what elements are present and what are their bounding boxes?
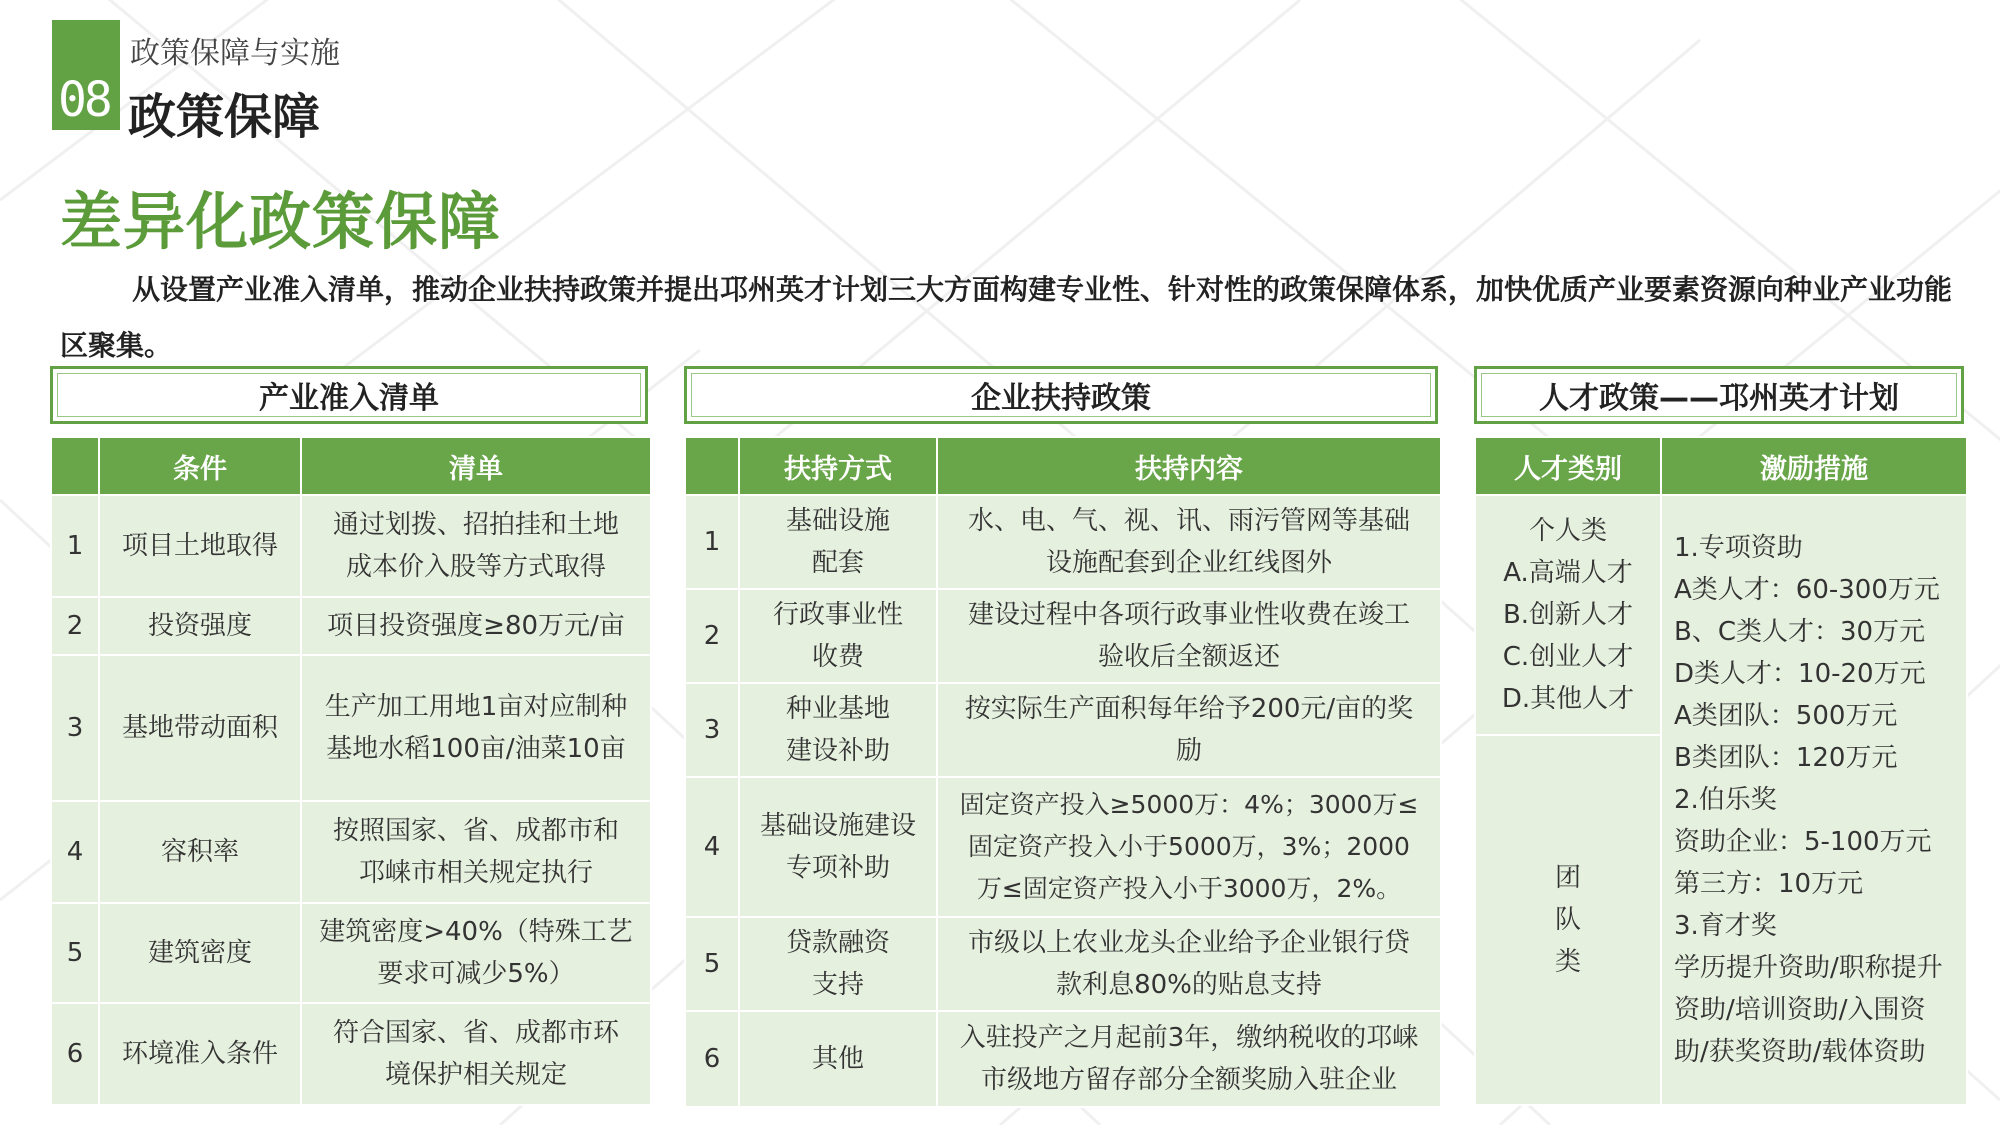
- content-cell: [937, 917, 1441, 1011]
- header-cell-method: 扶持方式: [739, 437, 937, 495]
- row-number: 6: [51, 1003, 99, 1105]
- section-number: 08: [58, 72, 110, 128]
- incentive-line: B类团队：120万元: [1674, 743, 1898, 773]
- table-row: [685, 683, 1441, 777]
- incentive-cell: [1661, 495, 1967, 1105]
- support-table: [684, 436, 1442, 1108]
- table-row: [51, 597, 651, 655]
- list-cell: [301, 597, 651, 655]
- condition-cell: 项目土地取得: [99, 495, 301, 597]
- content-line: 建设过程中各项行政事业性收费在竣工: [967, 600, 1410, 630]
- content-line: 励: [1175, 736, 1202, 766]
- method-line: 基础设施: [785, 506, 890, 536]
- page-title: 政策保障: [128, 89, 321, 145]
- incentive-line: 1.专项资助: [1674, 533, 1803, 563]
- category-line: D.其他人才: [1501, 684, 1635, 714]
- method-cell: [739, 683, 937, 777]
- list-line: 成本价入股等方式取得: [345, 552, 606, 582]
- method-line: 种业基地: [785, 694, 890, 724]
- method-line: 建设补助: [785, 736, 890, 766]
- incentive-line: D类人才：10-20万元: [1674, 659, 1926, 689]
- team-category-cell: [1475, 735, 1661, 1105]
- team-char: 团: [1554, 863, 1581, 893]
- condition-cell: 容积率: [99, 801, 301, 903]
- intro-paragraph: 从设置产业准入清单，推动企业扶持政策并提出邛州英才计划三大方面构建专业性、针对性的政策保障体系，加快优质产业要素资源向种业产业功能区聚集。: [60, 273, 1953, 362]
- table-row: [685, 589, 1441, 683]
- table-row: [685, 1011, 1441, 1107]
- content-line: 市级地方留存部分全额奖励入驻企业: [980, 1065, 1397, 1095]
- method-line: 其他: [811, 1044, 864, 1074]
- list-line: 项目投资强度≥80万元/亩: [327, 611, 625, 641]
- list-line: 邛崃市相关规定执行: [358, 858, 593, 888]
- content-line: 固定资产投入≥5000万：4%；3000万≤: [959, 790, 1419, 819]
- header-cell-incentive: 激励措施: [1661, 437, 1967, 495]
- incentive-line: 3.育才奖: [1674, 911, 1777, 941]
- list-line: 生产加工用地1亩对应制种: [324, 692, 628, 722]
- table-row: [51, 655, 651, 801]
- table-header-row: [685, 437, 1441, 495]
- table-row: [51, 903, 651, 1003]
- condition-cell: 建筑密度: [99, 903, 301, 1003]
- header-cell-category: 人才类别: [1475, 437, 1661, 495]
- list-line: 境保护相关规定: [384, 1060, 567, 1090]
- content-cell: [937, 589, 1441, 683]
- header-cell-list: 清单: [301, 437, 651, 495]
- content-line: 市级以上农业龙头企业给予企业银行贷: [967, 928, 1410, 958]
- list-cell: [301, 495, 651, 597]
- list-cell: [301, 801, 651, 903]
- condition-cell: 环境准入条件: [99, 1003, 301, 1105]
- condition-cell: 基地带动面积: [99, 655, 301, 801]
- table-header-row: [1475, 437, 1967, 495]
- content-line: 入驻投产之月起前3年，缴纳税收的邛崃: [959, 1023, 1419, 1053]
- table-row: [51, 1003, 651, 1105]
- list-line: 建筑密度>40%（特殊工艺: [319, 917, 633, 947]
- content-line: 设施配套到企业红线图外: [1045, 548, 1332, 578]
- content-line: 固定资产投入小于5000万，3%；2000: [968, 832, 1410, 861]
- list-line: 符合国家、省、成都市环: [332, 1018, 619, 1048]
- table-row: [685, 495, 1441, 589]
- table-header-row: [51, 437, 651, 495]
- method-line: 专项补助: [785, 853, 890, 883]
- list-line: 通过划拨、招拍挂和土地: [332, 510, 619, 540]
- content-line: 水、电、气、视、讯、雨污管网等基础: [967, 506, 1410, 536]
- row-number: 4: [685, 777, 739, 917]
- incentive-line: 第三方：10万元: [1674, 869, 1864, 899]
- content-line: 万≤固定资产投入小于3000万，2%。: [976, 874, 1402, 903]
- method-cell: [739, 589, 937, 683]
- team-char: 类: [1554, 947, 1581, 977]
- content-cell: [937, 1011, 1441, 1107]
- individual-category-cell: [1475, 495, 1661, 735]
- method-line: 基础设施建设: [759, 811, 916, 841]
- incentive-line: 2.伯乐奖: [1674, 785, 1777, 815]
- support-panel-title: 企业扶持政策: [684, 366, 1438, 424]
- method-cell: [739, 917, 937, 1011]
- header-cell: [51, 437, 99, 495]
- incentive-line: 学历提升资助/职称提升: [1674, 953, 1943, 983]
- team-char: 队: [1554, 905, 1581, 935]
- content-line: 验收后全额返还: [1097, 642, 1280, 672]
- row-number: 1: [685, 495, 739, 589]
- section-heading: 差异化政策保障: [60, 185, 502, 258]
- list-line: 要求可减少5%）: [377, 959, 575, 989]
- table-row: [1475, 495, 1967, 735]
- row-number: 4: [51, 801, 99, 903]
- list-cell: [301, 903, 651, 1003]
- incentive-line: 资助企业：5-100万元: [1674, 827, 1932, 857]
- content-line: 款利息80%的贴息支持: [1056, 970, 1322, 1000]
- condition-cell: 投资强度: [99, 597, 301, 655]
- method-line: 支持: [811, 970, 864, 1000]
- section-subtitle: 政策保障与实施: [130, 36, 340, 71]
- content-line: 按实际生产面积每年给予200元/亩的奖: [964, 694, 1414, 724]
- list-line: 按照国家、省、成都市和: [332, 816, 619, 846]
- row-number: 3: [51, 655, 99, 801]
- content-cell: [937, 777, 1441, 917]
- incentive-line: A类人才：60-300万元: [1674, 575, 1940, 605]
- incentive-line: 资助/培训资助/入围资: [1674, 995, 1926, 1025]
- category-line: B.创新人才: [1502, 600, 1634, 630]
- list-line: 基地水稻100亩/油菜10亩: [326, 734, 626, 764]
- content-cell: [937, 683, 1441, 777]
- header-cell: [685, 437, 739, 495]
- table-row: [51, 495, 651, 597]
- header-cell-content: 扶持内容: [937, 437, 1441, 495]
- row-number: 6: [685, 1011, 739, 1107]
- method-cell: [739, 495, 937, 589]
- method-line: 贷款融资: [785, 928, 890, 958]
- table-row: [51, 801, 651, 903]
- row-number: 1: [51, 495, 99, 597]
- table-row: [685, 777, 1441, 917]
- category-line: A.高端人才: [1503, 558, 1633, 588]
- list-cell: [301, 655, 651, 801]
- admission-panel-title: 产业准入清单: [50, 366, 648, 424]
- category-line: C.创业人才: [1502, 642, 1634, 672]
- row-number: 2: [685, 589, 739, 683]
- method-cell: [739, 777, 937, 917]
- table-row: [685, 917, 1441, 1011]
- admission-table: [50, 436, 652, 1106]
- method-cell: [739, 1011, 937, 1107]
- talent-panel-title: 人才政策——邛州英才计划: [1474, 366, 1964, 424]
- incentive-line: A类团队：500万元: [1674, 701, 1898, 731]
- row-number: 2: [51, 597, 99, 655]
- content-cell: [937, 495, 1441, 589]
- row-number: 5: [51, 903, 99, 1003]
- method-line: 收费: [811, 642, 864, 672]
- method-line: 行政事业性: [772, 600, 903, 630]
- talent-table: [1474, 436, 1968, 1106]
- row-number: 5: [685, 917, 739, 1011]
- row-number: 3: [685, 683, 739, 777]
- incentive-line: B、C类人才：30万元: [1674, 617, 1926, 647]
- method-line: 配套: [811, 548, 864, 578]
- incentive-line: 助/获奖资助/载体资助: [1674, 1037, 1926, 1067]
- header-cell-condition: 条件: [99, 437, 301, 495]
- list-cell: [301, 1003, 651, 1105]
- category-line: 个人类: [1528, 516, 1607, 546]
